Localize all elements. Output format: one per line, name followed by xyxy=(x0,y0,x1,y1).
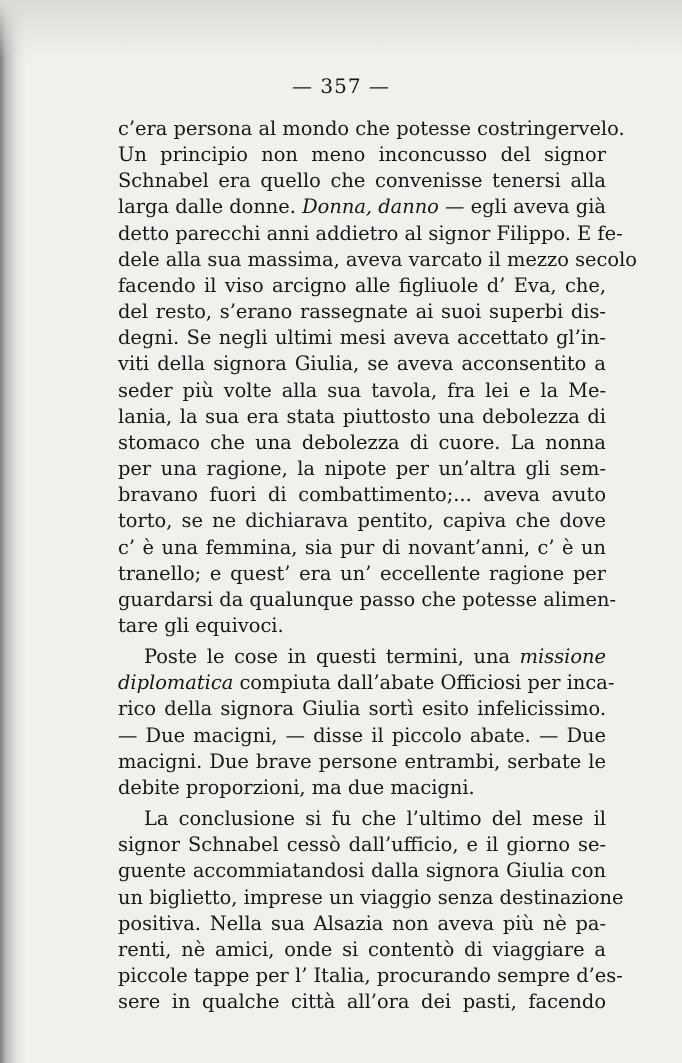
page-edge-shadow xyxy=(0,0,26,1063)
italic-phrase: missione xyxy=(519,645,606,669)
text-line: piccole tappe per l’ Italia, procurando sempre d’es- xyxy=(118,964,623,987)
text-line: renti, nè amici, onde si contentò di viaggiare a xyxy=(118,937,606,961)
text-line: c’ è una femmina, sia pur di novant’anni, c’ è un xyxy=(118,535,606,559)
text-line: facendo il viso arcigno alle figliuole d’ Eva, che, xyxy=(118,273,606,297)
text-segment: — egli aveva già xyxy=(445,195,606,219)
text-line: Un principio non meno inconcusso del signor xyxy=(118,143,606,167)
text-line: guardarsi da qualunque passo che potesse alimen- xyxy=(118,587,617,611)
text-line: viti della signora Giulia, se aveva acconsentito a xyxy=(118,352,606,376)
text-line: detto parecchi anni addietro al signor Filippo. E fe- xyxy=(118,221,623,245)
text-line: dele alla sua massima, aveva varcato il mezzo secolo xyxy=(118,247,637,271)
text-line: sere in qualche città all’ora dei pasti, facendo xyxy=(118,990,606,1014)
text-line: — Due macigni, — disse il piccolo abate. — Due xyxy=(118,723,606,747)
italic-phrase: Donna, danno xyxy=(302,195,439,219)
text-segment: larga dalle donne. xyxy=(118,195,296,219)
text-segment: Poste le cose in questi termini, una xyxy=(144,645,511,669)
text-line xyxy=(118,194,606,220)
text-segment: compiuta dall’abate Officiosi per inca- xyxy=(239,671,615,695)
text-line: rico della signora Giulia sortì esito infelicissimo. xyxy=(118,697,606,721)
text-line: un biglietto, imprese un viaggio senza destinazione xyxy=(118,885,624,909)
text-line: lania, la sua era stata piuttosto una debolezza di xyxy=(118,404,606,428)
text-line: c’era persona al mondo che potesse costringervelo. xyxy=(118,117,625,140)
text-line: positiva. Nella sua Alsazia non aveva più nè pa- xyxy=(118,911,606,935)
text-line xyxy=(118,644,606,670)
text-line: debite proporzioni, ma due macigni. xyxy=(118,775,475,799)
scan-top-shade xyxy=(0,0,682,60)
text-line: Schnabel era quello che convenisse tenersi alla xyxy=(118,169,606,193)
italic-phrase: diplomatica xyxy=(118,671,234,695)
text-line: tare gli equivoci. xyxy=(118,613,284,637)
text-line xyxy=(118,670,615,696)
text-line: seder più volte alla sua tavola, fra lei e la Me- xyxy=(118,378,606,402)
page-number: — 357 — xyxy=(292,74,390,98)
body-text xyxy=(118,116,637,1015)
text-line: signor Schnabel cessò dall’ufficio, e il giorno se- xyxy=(118,833,606,857)
text-line: degni. Se negli ultimi mesi aveva accettato gl’in- xyxy=(118,326,606,350)
text-line: del resto, s’erano rassegnate ai suoi superbi dis- xyxy=(118,300,606,324)
text-line: tranello; e quest’ era un’ eccellente ragione per xyxy=(118,561,606,585)
text-line: macigni. Due brave persone entrambi, serbate le xyxy=(118,749,606,773)
text-line: bravano fuori di combattimento;... aveva avuto xyxy=(118,483,606,507)
text-line: guente accommiatandosi dalla signora Giulia con xyxy=(118,859,606,883)
text-line: La conclusione si fu che l’ultimo del mese il xyxy=(144,807,606,831)
text-line: stomaco che una debolezza di cuore. La nonna xyxy=(118,430,606,454)
text-line: per una ragione, la nipote per un’altra gli sem- xyxy=(118,457,606,481)
text-line: torto, se ne dichiarava pentito, capiva che dove xyxy=(118,509,606,533)
